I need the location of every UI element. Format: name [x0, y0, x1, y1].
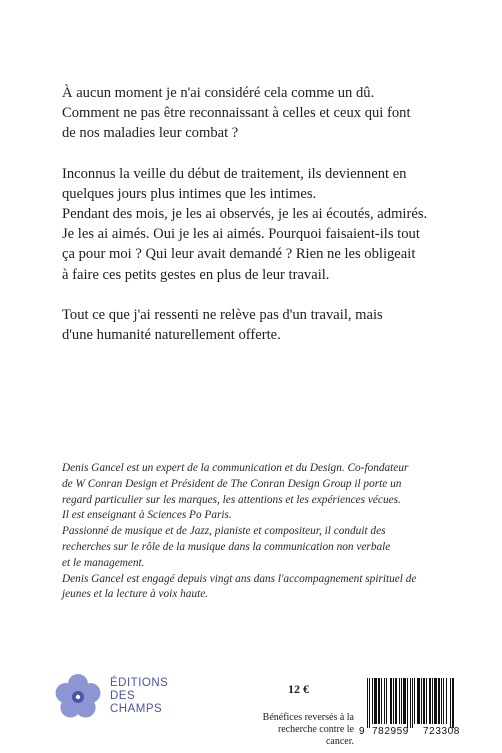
benefits-note	[262, 712, 354, 748]
barcode-bar	[438, 678, 440, 724]
price: 12 €	[288, 682, 309, 696]
bio-line: regard particulier sur les marques, les attentions et les expériences vécues.	[62, 493, 401, 506]
barcode-bar	[423, 678, 425, 724]
barcode-bar	[421, 678, 422, 724]
barcode-bar	[393, 678, 394, 724]
barcode-bar	[378, 678, 380, 724]
main-text	[62, 83, 462, 345]
paragraph-3	[62, 305, 462, 345]
text-line: Tout ce que j'ai ressenti ne relève pas d'un travail, mais	[62, 306, 383, 323]
barcode-bar	[434, 678, 437, 724]
publisher-name-line: DES	[110, 690, 136, 702]
barcode-left-digits: 782959	[372, 726, 409, 737]
barcode-bar	[429, 678, 431, 724]
bio-line: et le management.	[62, 556, 145, 569]
publisher-name-line: ÉDITIONS	[110, 677, 169, 689]
bio-line: Il est enseignant à Sciences Po Paris.	[62, 509, 232, 522]
flower-logo-icon	[54, 673, 102, 721]
text-line: Je les ai aimés. Oui je les ai aimés. Pourquoi faisaient-ils tout	[62, 226, 420, 243]
bio-line: jeunes et la lecture à voix haute.	[62, 588, 209, 601]
barcode-bar	[395, 678, 397, 724]
publisher-logo	[54, 673, 194, 723]
barcode-bar	[403, 678, 406, 724]
text-line: Inconnus la veille du début de traitement, ils deviennent en	[62, 165, 407, 182]
paragraph-1	[62, 83, 462, 144]
publisher-name-line: CHAMPS	[110, 703, 163, 715]
barcode-bar	[384, 678, 385, 724]
barcode-bar	[443, 678, 444, 724]
barcode-bar	[407, 678, 408, 728]
barcode-bar	[417, 678, 420, 724]
barcode-bar	[452, 678, 454, 728]
author-bio	[62, 461, 462, 603]
publisher-name	[110, 677, 168, 716]
bio-line: Passionné de musique et de Jazz, pianiste et compositeur, il conduit des	[62, 525, 386, 538]
text-line: quelques jours plus intimes que les intimes.	[62, 185, 317, 202]
barcode-bar	[432, 678, 433, 724]
barcode-bars	[367, 678, 469, 728]
barcode-bar	[412, 678, 413, 728]
barcode-bar	[372, 678, 373, 724]
barcode-bar	[367, 678, 368, 728]
barcode-bar	[369, 678, 370, 728]
bio-line: recherches sur le rôle de la musique dans la communication non verbale	[62, 540, 391, 553]
text-line: d'une humanité naturellement offerte.	[62, 327, 281, 344]
barcode-first-digit: 9	[359, 726, 365, 737]
barcode-bar	[401, 678, 402, 724]
barcode-bar	[374, 678, 377, 724]
isbn-barcode	[359, 678, 475, 740]
barcode-bar	[386, 678, 387, 724]
text-line: Comment ne pas être reconnaissant à celles et ceux qui font	[62, 105, 411, 122]
barcode-bar	[426, 678, 427, 724]
barcode-bar	[441, 678, 442, 724]
text-line: Pendant des mois, je les ai observés, je les ai écoutés, admirés.	[62, 206, 428, 223]
barcode-bar	[410, 678, 411, 728]
benefits-line: Bénéfices reversés à la	[262, 712, 354, 723]
text-line: à faire ces petits gestes en plus de leur travail.	[62, 266, 330, 283]
text-line: ça pour moi ? Qui leur avait demandé ? Rien ne les obligeait	[62, 246, 416, 263]
paragraph-2	[62, 164, 462, 285]
bio-line: Denis Gancel est engagé depuis vingt ans dans l'accompagnement spirituel de	[62, 572, 417, 585]
barcode-bar	[390, 678, 392, 724]
barcode-bar	[450, 678, 451, 728]
text-line: de nos maladies leur combat ?	[62, 125, 239, 142]
barcode-bar	[446, 678, 447, 724]
barcode-bar	[381, 678, 382, 724]
barcode-bar	[399, 678, 400, 724]
bio-line: de W Conran Design et Président de The Conran Design Group il porte un	[62, 477, 402, 490]
barcode-right-digits: 723308	[423, 726, 460, 737]
barcode-bar	[414, 678, 415, 724]
benefits-line: recherche contre le cancer.	[277, 724, 354, 747]
bio-line: Denis Gancel est un expert de la communication et du Design. Co-fondateur	[62, 462, 409, 474]
text-line: À aucun moment je n'ai considéré cela comme un dû.	[62, 85, 375, 101]
